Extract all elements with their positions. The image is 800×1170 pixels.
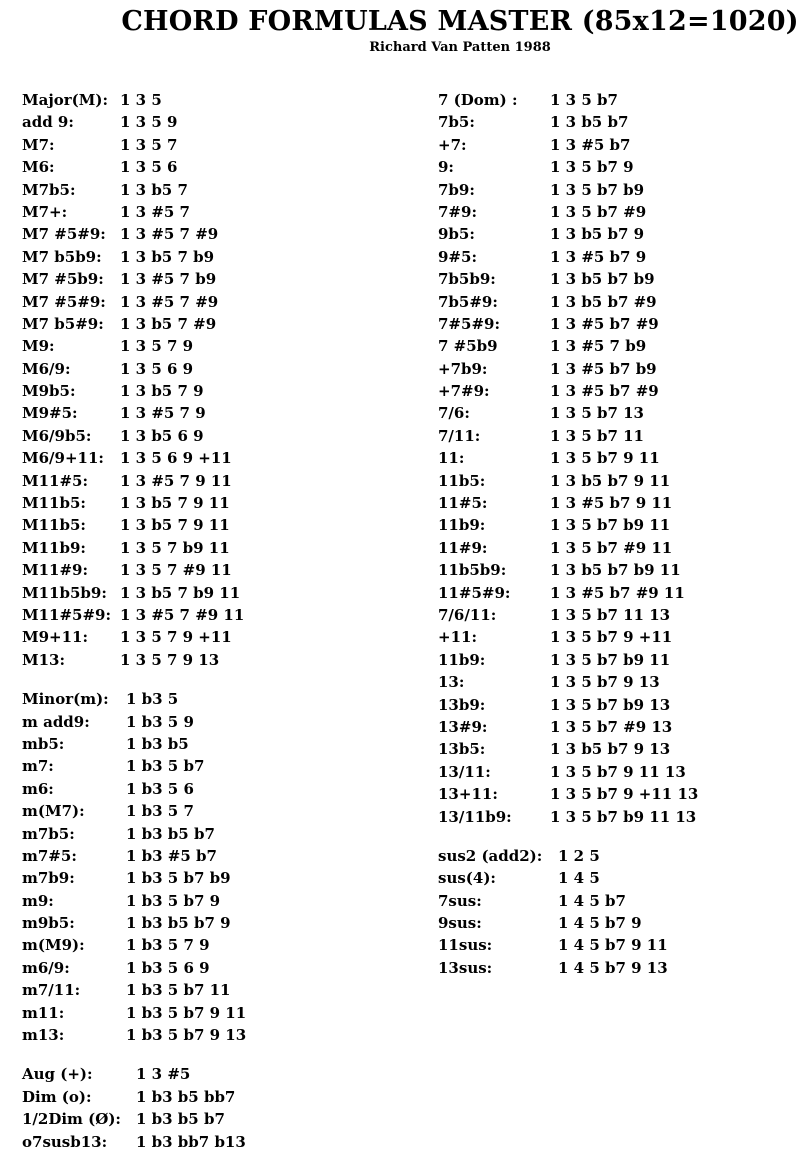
chord-name: 7/11: [438, 426, 481, 445]
chord-name: 7/6/11: [438, 605, 497, 624]
chord-formula: 1 3 b5 b7 9 [550, 225, 645, 244]
chord-name: 11b5b9: [438, 561, 507, 580]
chord-formula: 1 b3 b5 b7 [126, 824, 215, 843]
chord-name: 7b5b9: [438, 270, 496, 289]
chord-row [22, 912, 382, 934]
chord-row [438, 934, 798, 956]
chord-name: m7#5: [22, 846, 77, 865]
chord-row [438, 111, 798, 133]
chord-name: M11b5: [22, 494, 86, 513]
chord-formula: 1 3 5 7 9 +11 [120, 628, 232, 647]
chord-formula: 1 3 5 [120, 91, 162, 109]
chord-name: 7b9: [438, 180, 475, 199]
chord-name: Aug (+): [22, 1065, 93, 1084]
chord-formula: 1 b3 5 b7 [126, 757, 205, 776]
chord-formula: 1 3 #5 7 b9 [120, 270, 217, 289]
chord-formula: 1 3 5 9 [120, 113, 178, 132]
chord-name: 11#5: [438, 494, 488, 513]
chord-row [438, 470, 798, 492]
chord-name: 1/2Dim (Ø): [22, 1110, 121, 1129]
chord-name: M11b9: [22, 538, 86, 557]
chord-formula: 1 3 #5 [136, 1065, 191, 1084]
chord-name: 11b5: [438, 471, 486, 490]
chord-name: m13: [22, 1026, 65, 1045]
chord-name: 13b9: [438, 695, 486, 714]
chord-name: 7 (Dom) : [438, 91, 518, 109]
chord-row [438, 806, 798, 828]
chord-row [438, 134, 798, 156]
chord-formula: 1 b3 5 [126, 690, 179, 709]
chord-name: 13b5: [438, 740, 486, 759]
chord-formula: 1 3 #5 7 [120, 202, 190, 221]
chord-row [22, 823, 382, 845]
chord-formula: 1 3 #5 7 9 [120, 404, 206, 423]
chord-name: M6/9b5: [22, 426, 92, 445]
chord-row [22, 867, 382, 889]
chord-name: 11b9: [438, 516, 486, 535]
chord-formula: 1 b3 5 b7 9 13 [126, 1026, 247, 1045]
chord-row [22, 223, 382, 245]
chord-formula: 1 3 5 6 9 +11 [120, 449, 232, 468]
chord-row [22, 425, 382, 447]
chord-formula: 1 3 5 b7 9 11 13 [550, 762, 686, 781]
chord-row [438, 867, 798, 889]
chord-row [438, 559, 798, 581]
chord-row [438, 223, 798, 245]
chord-formula: 1 b3 5 6 9 [126, 958, 210, 977]
chord-formula: 1 3 5 b7 b9 11 13 [550, 807, 697, 826]
chord-row [22, 447, 382, 469]
chord-formula: 1 3 5 7 #9 11 [120, 561, 232, 580]
chord-row [438, 447, 798, 469]
chord-row [22, 1063, 382, 1085]
chord-row [22, 179, 382, 201]
chord-formula: 1 3 b5 b7 b9 [550, 270, 655, 289]
chord-formula: 1 3 5 b7 b9 [550, 180, 645, 199]
chord-row [438, 845, 798, 867]
chord-row [22, 711, 382, 733]
chord-group [438, 89, 798, 828]
chord-name: M7 #5#9: [22, 225, 106, 244]
chord-name: M9#5: [22, 404, 78, 423]
chord-row [438, 783, 798, 805]
chord-row [438, 694, 798, 716]
chord-name: 13/11b9: [438, 807, 512, 826]
chord-formula: 1 3 5 6 [120, 158, 178, 177]
chord-name: m7: [22, 757, 54, 776]
chord-formula: 1 b3 5 b7 9 [126, 891, 221, 910]
chord-formula: 1 3 #5 7 #9 [120, 225, 219, 244]
chord-formula: 1 3 #5 7 #9 [120, 292, 219, 311]
chord-name: 9#5: [438, 247, 477, 266]
chord-row [438, 358, 798, 380]
chord-row [438, 246, 798, 268]
chord-row [438, 335, 798, 357]
chord-name: M7: [22, 135, 55, 154]
chord-name: sus(4): [438, 869, 496, 888]
chord-row [22, 1002, 382, 1024]
chord-formula: 1 3 5 b7 #9 [550, 202, 647, 221]
chord-formula: 1 3 5 7 b9 11 [120, 538, 230, 557]
chord-name: +7#9: [438, 382, 490, 401]
chord-formula: 1 3 5 b7 #9 11 [550, 538, 673, 557]
chord-row [22, 470, 382, 492]
chord-name: add 9: [22, 113, 74, 132]
chord-formula: 1 3 #5 b7 [550, 135, 631, 154]
chord-row [22, 313, 382, 335]
chord-name: 9sus: [438, 914, 482, 933]
chord-row [22, 604, 382, 626]
chord-name: M6: [22, 158, 55, 177]
chord-name: m7/11: [22, 981, 81, 1000]
chord-formula: 1 3 b5 b7 9 11 [550, 471, 671, 490]
chord-row [22, 514, 382, 536]
chord-group [22, 1063, 382, 1153]
chord-row [438, 514, 798, 536]
chord-formula: 1 3 #5 b7 #9 11 [550, 583, 685, 602]
chord-formula: 1 b3 #5 b7 [126, 846, 217, 865]
chord-name: +7: [438, 135, 467, 154]
chord-row [22, 1108, 382, 1130]
chord-formula: 1 3 5 b7 b9 13 [550, 695, 671, 714]
chord-name: M7 #5b9: [22, 270, 104, 289]
chord-formula: 1 b3 5 9 [126, 712, 194, 731]
chord-row [22, 1086, 382, 1108]
chord-name: 11#5#9: [438, 583, 511, 602]
chord-formula: 1 3 #5 b7 #9 [550, 382, 659, 401]
chord-name: 13#9: [438, 717, 488, 736]
left-column [22, 89, 382, 1170]
chord-formula: 1 3 #5 b7 9 11 [550, 494, 673, 513]
chord-name: m9: [22, 891, 54, 910]
chord-formula: 1 b3 5 7 [126, 802, 194, 821]
chord-row [438, 156, 798, 178]
chord-row [438, 738, 798, 760]
chord-formula: 1 3 5 6 9 [120, 359, 194, 378]
chord-formula: 1 3 5 b7 9 11 [550, 449, 660, 468]
chord-formula: 1 b3 b5 b7 [136, 1110, 225, 1129]
chord-formula: 1 3 #5 b7 #9 [550, 314, 659, 333]
chord-name: m(M9): [22, 936, 85, 955]
chord-row [22, 559, 382, 581]
chord-row [22, 979, 382, 1001]
chord-name: 11: [438, 449, 465, 468]
chord-formula: 1 3 5 b7 9 +11 [550, 628, 673, 647]
chord-formula: 1 3 5 b7 9 [550, 158, 634, 177]
chord-formula: 1 3 5 b7 13 [550, 404, 644, 423]
chord-row [22, 649, 382, 671]
chord-row [22, 582, 382, 604]
chord-name: 13/11: [438, 762, 491, 781]
chord-formula: 1 3 b5 7 9 [120, 382, 204, 401]
chord-row [22, 733, 382, 755]
chord-formula: 1 3 5 b7 [550, 91, 618, 109]
chord-formula: 1 3 #5 7 9 11 [120, 471, 232, 490]
page-title: CHORD FORMULAS MASTER (85x12=1020) [121, 6, 799, 37]
chord-formula: 1 4 5 b7 9 13 [558, 958, 668, 977]
chord-formula: 1 b3 b5 [126, 734, 189, 753]
chord-row [438, 492, 798, 514]
chord-formula: 1 b3 5 b7 11 [126, 981, 231, 1000]
chord-formula: 1 2 5 [558, 846, 600, 865]
chord-name: 7b5: [438, 113, 475, 132]
chord-row [438, 716, 798, 738]
chord-name: mb5: [22, 734, 65, 753]
chord-formula: 1 3 #5 b7 9 [550, 247, 647, 266]
chord-row [438, 201, 798, 223]
chord-name: m add9: [22, 712, 90, 731]
chord-name: m11: [22, 1003, 65, 1022]
chord-row [438, 626, 798, 648]
chord-name: M9+11: [22, 628, 89, 647]
chord-row [438, 179, 798, 201]
chord-row [22, 688, 382, 710]
chord-row [22, 957, 382, 979]
chord-row [438, 89, 798, 111]
chord-row [438, 582, 798, 604]
chord-row [22, 1131, 382, 1153]
chord-formula: 1 3 #5 7 #9 11 [120, 605, 245, 624]
chord-group [22, 688, 382, 1046]
chord-row [438, 313, 798, 335]
chord-formula: 1 3 5 b7 11 13 [550, 605, 671, 624]
chord-name: m6: [22, 779, 54, 798]
chord-formula: 1 4 5 b7 [558, 891, 626, 910]
page-subtitle: Richard Van Patten 1988 [369, 40, 551, 55]
chord-row [438, 380, 798, 402]
chord-formula: 1 3 5 b7 b9 11 [550, 516, 671, 535]
chord-name: +11: [438, 628, 477, 647]
chord-name: M11#5: [22, 471, 89, 490]
chord-name: M6/9: [22, 359, 71, 378]
chord-name: M11b5b9: [22, 583, 107, 602]
chord-formula: 1 4 5 b7 9 11 [558, 936, 668, 955]
chord-formula: 1 4 5 [558, 869, 600, 888]
chord-formula: 1 b3 5 b7 b9 [126, 869, 231, 888]
chord-formula: 1 3 b5 b7 [550, 113, 629, 132]
chord-name: M6/9+11: [22, 449, 104, 468]
chord-formula: 1 3 b5 6 9 [120, 426, 204, 445]
chord-name: m6/9: [22, 958, 70, 977]
chord-name: M11#9: [22, 561, 89, 580]
chord-name: M9b5: [22, 382, 76, 401]
chord-name: Major(M): [22, 91, 108, 109]
chord-name: M7 b5b9: [22, 247, 102, 266]
chord-name: 7 #5b9 [438, 337, 498, 356]
chord-row [438, 649, 798, 671]
chord-name: 13sus: [438, 958, 493, 977]
chord-row [22, 268, 382, 290]
chord-name: 9: [438, 158, 454, 177]
chord-name: m9b5: [22, 914, 75, 933]
chord-formula: 1 3 #5 b7 b9 [550, 359, 657, 378]
chord-row [22, 358, 382, 380]
chord-formula: 1 3 5 7 9 13 [120, 650, 220, 669]
chord-row [22, 89, 382, 111]
chord-name: m(M7): [22, 802, 85, 821]
chord-row [22, 890, 382, 912]
chord-row [22, 402, 382, 424]
chord-name: m7b9: [22, 869, 75, 888]
chord-formula: 1 3 b5 7 b9 [120, 247, 215, 266]
chord-formula: 1 3 5 7 9 [120, 337, 194, 356]
chord-formula: 1 3 b5 7 #9 [120, 314, 217, 333]
chord-name: 13+11: [438, 785, 498, 804]
right-column [438, 89, 798, 996]
chord-name: M7 b5#9: [22, 314, 104, 333]
chord-name: Dim (o): [22, 1087, 92, 1106]
chord-name: 7/6: [438, 404, 470, 423]
chord-name: M11#5#9: [22, 605, 112, 624]
chord-name: M7b5: [22, 180, 76, 199]
chord-name: o7susb13: [22, 1132, 108, 1151]
chord-row [22, 845, 382, 867]
chord-name: 9b5: [438, 225, 475, 244]
chord-row [438, 291, 798, 313]
chord-formula: 1 3 b5 7 [120, 180, 188, 199]
chord-formula: 1 3 b5 7 b9 11 [120, 583, 241, 602]
chord-formula: 1 3 5 b7 9 13 [550, 673, 660, 692]
chord-formula: 1 4 5 b7 9 [558, 914, 642, 933]
chord-row [438, 402, 798, 424]
chord-name: +7b9: [438, 359, 488, 378]
chord-row [22, 291, 382, 313]
chord-row [22, 537, 382, 559]
chord-row [438, 425, 798, 447]
chord-formula: 1 b3 5 b7 9 11 [126, 1003, 247, 1022]
chord-formula: 1 3 5 b7 11 [550, 426, 644, 445]
chord-formula: 1 b3 b5 bb7 [136, 1087, 236, 1106]
chord-row [22, 156, 382, 178]
chord-row [438, 761, 798, 783]
chord-name: 13: [438, 673, 465, 692]
chord-row [438, 912, 798, 934]
chord-row [22, 1024, 382, 1046]
chord-formula: 1 3 5 b7 #9 13 [550, 717, 673, 736]
chord-formula: 1 3 b5 b7 b9 11 [550, 561, 681, 580]
chord-row [438, 957, 798, 979]
chord-name: M7+: [22, 202, 68, 221]
chord-group [438, 845, 798, 979]
chord-name: 7#9: [438, 202, 477, 221]
chord-formula: 1 3 b5 b7 9 13 [550, 740, 671, 759]
chord-formula: 1 3 5 b7 b9 11 [550, 650, 671, 669]
chord-group [22, 89, 382, 671]
chord-formula: 1 b3 5 6 [126, 779, 194, 798]
chord-row [438, 604, 798, 626]
chord-formula: 1 b3 5 7 9 [126, 936, 210, 955]
chord-name: sus2 (add2): [438, 846, 543, 865]
chord-row [22, 111, 382, 133]
chord-formula: 1 3 5 7 [120, 135, 178, 154]
chord-row [438, 268, 798, 290]
chord-name: 7sus: [438, 891, 482, 910]
chord-row [22, 492, 382, 514]
chord-row [22, 380, 382, 402]
chord-formula: 1 b3 b5 b7 9 [126, 914, 231, 933]
chord-row [22, 626, 382, 648]
chord-row [22, 755, 382, 777]
chord-row [438, 671, 798, 693]
chord-name: 11#9: [438, 538, 488, 557]
chord-name: 11b9: [438, 650, 486, 669]
chord-name: M7 #5#9: [22, 292, 106, 311]
chord-name: 7b5#9: [438, 292, 498, 311]
chord-formula: 1 3 b5 7 9 11 [120, 516, 230, 535]
chord-row [22, 134, 382, 156]
chord-name: Minor(m): [22, 690, 109, 709]
chord-row [22, 246, 382, 268]
chord-formula: 1 3 #5 7 b9 [550, 337, 647, 356]
chord-name: m7b5: [22, 824, 75, 843]
chord-row [438, 890, 798, 912]
chord-row [438, 537, 798, 559]
chord-row [22, 778, 382, 800]
chord-formula: 1 3 5 b7 9 +11 13 [550, 785, 699, 804]
chord-formula: 1 3 b5 7 9 11 [120, 494, 230, 513]
chord-row [22, 800, 382, 822]
chord-formula: 1 3 b5 b7 #9 [550, 292, 657, 311]
chord-row [22, 934, 382, 956]
chord-name: 7#5#9: [438, 314, 500, 333]
chord-name: M9: [22, 337, 55, 356]
chord-row [22, 201, 382, 223]
chord-name: 11sus: [438, 936, 493, 955]
chord-name: M13: [22, 650, 66, 669]
chord-formula: 1 b3 bb7 b13 [136, 1132, 246, 1151]
chord-row [22, 335, 382, 357]
chord-name: M11b5: [22, 516, 86, 535]
